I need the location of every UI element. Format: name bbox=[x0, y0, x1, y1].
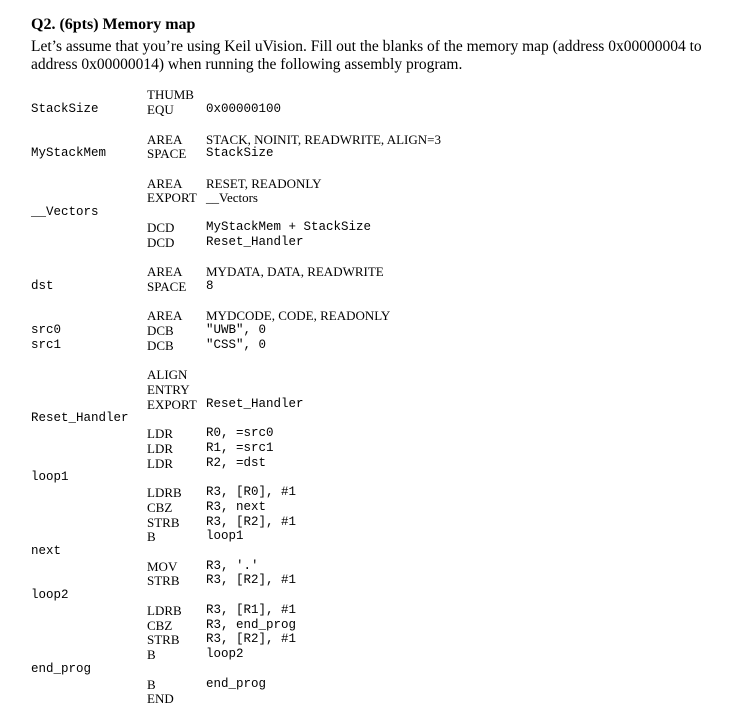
code-instruction: LDRB bbox=[147, 603, 182, 618]
code-label: src0 bbox=[31, 323, 62, 337]
code-directive: AREA bbox=[147, 264, 183, 279]
code-operand: R3, end_prog bbox=[206, 618, 297, 632]
code-instruction: STRB bbox=[147, 573, 180, 588]
code-label: loop1 bbox=[31, 470, 69, 484]
code-operand: loop1 bbox=[206, 529, 244, 543]
code-operand: 8 bbox=[206, 279, 214, 293]
code-label: StackSize bbox=[31, 102, 99, 116]
code-label: Reset_Handler bbox=[31, 411, 129, 425]
code-label: dst bbox=[31, 279, 54, 293]
code-operand: R3, [R2], #1 bbox=[206, 515, 297, 529]
code-operand: R3, '.' bbox=[206, 559, 259, 573]
code-directive: DCD bbox=[147, 235, 175, 250]
code-operand: StackSize bbox=[206, 146, 274, 160]
code-directive: AREA bbox=[147, 132, 183, 147]
code-operand: STACK, NOINIT, READWRITE, ALIGN=3 bbox=[206, 132, 441, 147]
question-intro: Let’s assume that you’re using Keil uVision. Fill out the blanks of the memory map (address 0x00000004 to address 0x00000014) when running the following assembly program. bbox=[31, 38, 702, 73]
code-directive: ENTRY bbox=[147, 382, 190, 397]
code-operand: MYDCODE, CODE, READONLY bbox=[206, 308, 391, 323]
code-operand: MYDATA, DATA, READWRITE bbox=[206, 264, 384, 279]
code-instruction: B bbox=[147, 677, 156, 692]
code-directive: SPACE bbox=[147, 146, 187, 161]
code-operand: R0, =src0 bbox=[206, 426, 274, 440]
code-instruction: LDRB bbox=[147, 485, 182, 500]
code-directive: THUMB bbox=[147, 87, 194, 102]
code-label: __Vectors bbox=[31, 205, 99, 219]
code-directive: DCD bbox=[147, 220, 175, 235]
code-directive: END bbox=[147, 691, 174, 706]
code-directive: DCB bbox=[147, 323, 174, 338]
code-operand: R3, [R1], #1 bbox=[206, 603, 297, 617]
code-instruction: CBZ bbox=[147, 500, 173, 515]
code-operand: R2, =dst bbox=[206, 456, 267, 470]
code-operand: __Vectors bbox=[206, 190, 258, 205]
code-directive: SPACE bbox=[147, 279, 187, 294]
code-operand: R3, [R0], #1 bbox=[206, 485, 297, 499]
code-instruction: LDR bbox=[147, 426, 173, 441]
code-label: MyStackMem bbox=[31, 146, 107, 160]
code-operand: "UWB", 0 bbox=[206, 323, 267, 337]
code-label: end_prog bbox=[31, 662, 92, 676]
question-title: Q2. (6pts) Memory map bbox=[31, 16, 196, 33]
code-instruction: LDR bbox=[147, 456, 173, 471]
code-directive: ALIGN bbox=[147, 367, 188, 382]
code-instruction: LDR bbox=[147, 441, 173, 456]
code-instruction: CBZ bbox=[147, 618, 173, 633]
code-operand: R3, [R2], #1 bbox=[206, 632, 297, 646]
code-operand: MyStackMem + StackSize bbox=[206, 220, 372, 234]
code-directive: EXPORT bbox=[147, 190, 197, 205]
code-instruction: STRB bbox=[147, 515, 180, 530]
code-operand: RESET, READONLY bbox=[206, 176, 322, 191]
code-label: loop2 bbox=[31, 588, 69, 602]
code-operand: R3, next bbox=[206, 500, 267, 514]
code-operand: Reset_Handler bbox=[206, 235, 304, 249]
code-operand: end_prog bbox=[206, 677, 267, 691]
code-directive: AREA bbox=[147, 176, 183, 191]
code-operand: R1, =src1 bbox=[206, 441, 274, 455]
code-directive: DCB bbox=[147, 338, 174, 353]
code-operand: R3, [R2], #1 bbox=[206, 573, 297, 587]
code-label: next bbox=[31, 544, 62, 558]
code-instruction: B bbox=[147, 647, 156, 662]
code-operand: 0x00000100 bbox=[206, 102, 282, 116]
code-label: src1 bbox=[31, 338, 62, 352]
code-operand: "CSS", 0 bbox=[206, 338, 267, 352]
code-operand: Reset_Handler bbox=[206, 397, 304, 411]
code-directive: AREA bbox=[147, 308, 183, 323]
code-directive: EQU bbox=[147, 102, 174, 117]
code-operand: loop2 bbox=[206, 647, 244, 661]
code-instruction: STRB bbox=[147, 632, 180, 647]
code-instruction: MOV bbox=[147, 559, 178, 574]
code-directive: EXPORT bbox=[147, 397, 197, 412]
code-instruction: B bbox=[147, 529, 156, 544]
